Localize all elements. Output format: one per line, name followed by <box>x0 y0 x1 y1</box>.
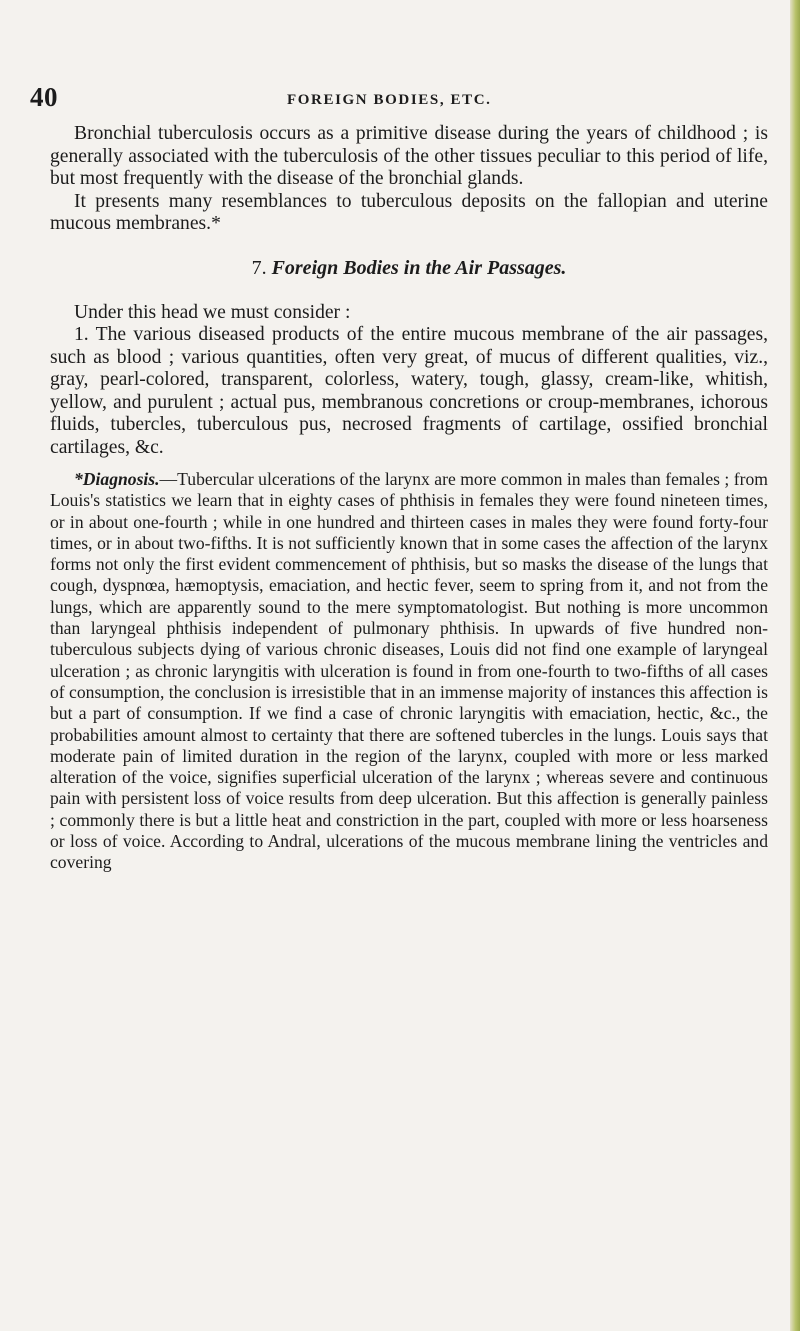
footnote-lead: *Diagnosis. <box>74 469 160 489</box>
page-edge <box>790 0 800 1331</box>
running-head: FOREIGN BODIES, ETC. <box>287 92 492 108</box>
paragraph-bronchial-tuberculosis: Bronchial tuberculosis occurs as a primitive disease during the years of childhood ; is generally associated with the tuberculosis of the other tissues peculiar to this period of life, but most frequently with the disease of the bronchial glands. <box>50 123 768 189</box>
paragraph-resemblances: It presents many resemblances to tuberculous deposits on the fallopian and uterine mucous membranes.* <box>50 190 768 234</box>
page-number: 40 <box>30 82 58 112</box>
section-title: Foreign Bodies in the Air Passages. <box>271 256 567 279</box>
page-header <box>0 82 800 118</box>
list-item-diseased-products: 1. The various diseased products of the entire mucous membrane of the air passages, such as blood ; various quantities, often very great, of mucus of different qualities, viz., gray, pearl-colored, transparent, colorless, watery, tough, glassy, cream-like, whitish, yellow, and purulent ; actual pus, membranous concretions or croup-membranes, ichorous fluids, tubercles, tuberculous pus, necrosed fragments of cartilage, ossified bronchial cartilages, &c. <box>50 324 768 458</box>
footnote-text: —Tubercular ulcerations of the larynx are more common in males than females ; from Louis's statistics we learn that in eighty cases of phthisis in females they were found nineteen times, or in about one-fourth ; while in one hundred and thirteen cases in males they were found forty-four times, or in about two-fifths. It is not sufficiently known that in some cases the affection of the larynx forms not only the first evident commencement of phthisis, but so masks the disease of the lungs that cough, dyspnœa, hæmoptysis, emaciation, and hectic fever, seem to spring from it, and not from the lungs, which are apparently sound to the mere symptomatologist. But nothing is more uncommon than laryngeal phthisis independent of pulmonary phthisis. In upwards of five hundred non-tuberculous subjects dying of various chronic diseases, Louis did not find one example of laryngeal ulceration ; as chronic laryngitis with ulceration is found in from one-fourth to two-fifths of all cases of consumption, the conclusion is irresistible that in an immense majority of instances this affection is but a part of consumption. If we find a case of chronic laryngitis with emaciation, hectic, &c., the probabilities amount almost to certainty that there are softened tubercles in the lungs. Louis says that moderate pain of limited duration in the region of the larynx, coupled with more or less marked alteration of the voice, signifies superficial ulceration of the larynx ; whereas severe and continuous pain with persistent loss of voice results from deep ulceration. But this affection is generally painless ; commonly there is but a little heat and constriction in the part, coupled with more or less hoarseness or loss of voice. According to Andral, ulcerations of the mucous membrane lining the ventricles and covering <box>50 469 768 873</box>
section-heading <box>50 256 768 280</box>
section-number: 7. <box>251 256 267 279</box>
section-intro: Under this head we must consider : <box>74 301 351 323</box>
page-body <box>50 123 768 874</box>
footnote <box>50 469 768 874</box>
